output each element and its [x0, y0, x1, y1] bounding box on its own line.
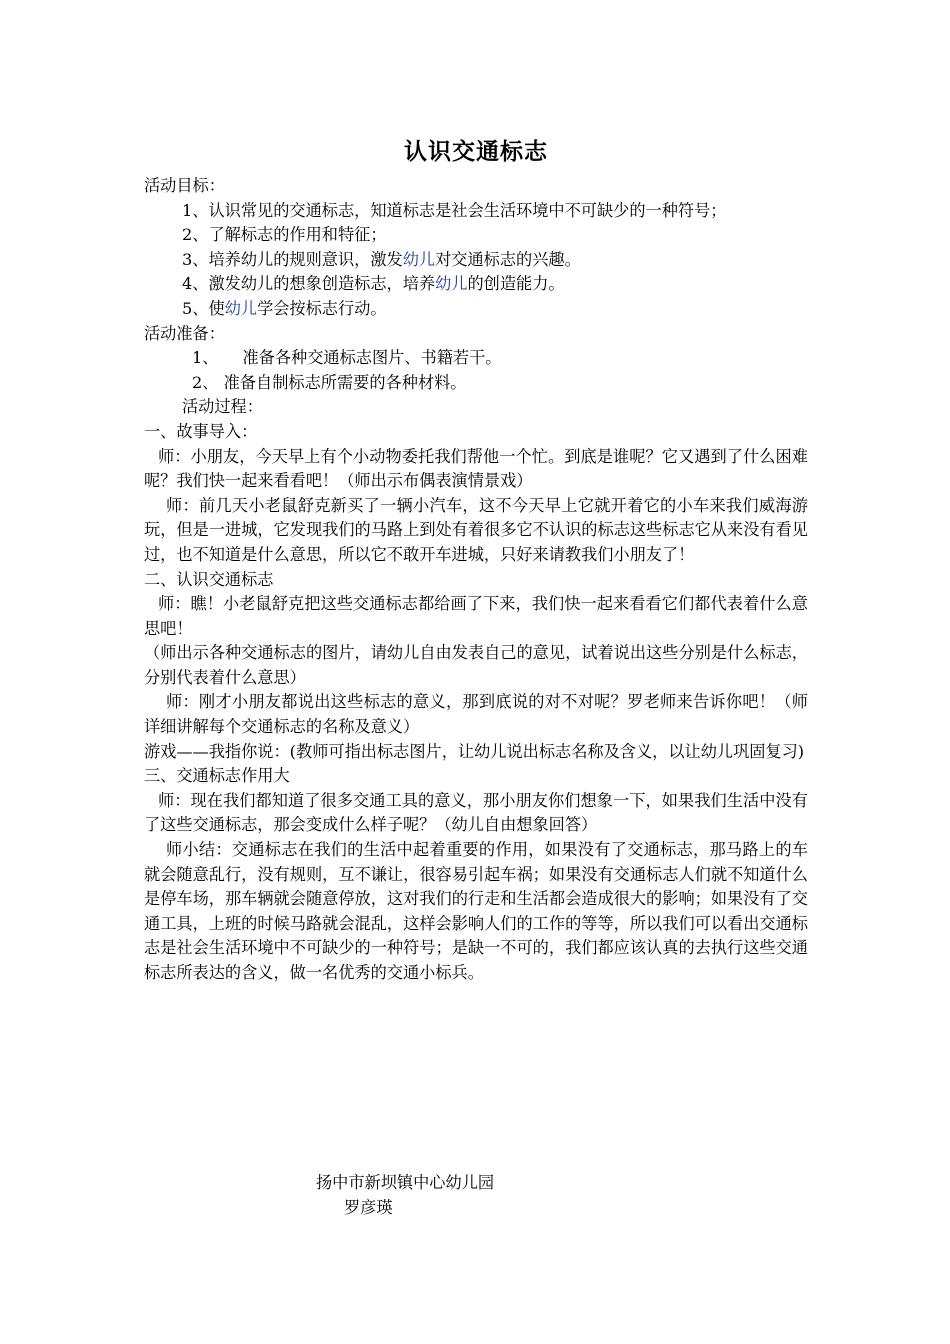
goal-item-5-link[interactable]: 幼儿 [224, 298, 258, 318]
goals-heading: 活动目标： [144, 176, 225, 195]
prep-item-1-text: 准备各种交通标志图片、书籍若干。 [242, 348, 502, 368]
section-1-paragraph-2: 师：前几天小老鼠舒克新买了一辆小汽车，这不今天早上它就开着它的小车来我们威海游玩，但是一进城，它发现我们的马路上到处有着很多它不认识的标志这些标志它从来没有看见过，也不知道是什么意思，所以它不敢开车进城，只好来请教我们小朋友了！ [144, 495, 808, 564]
prep-item-1-number: 1、 [192, 348, 219, 368]
document-title: 认识交通标志 [404, 139, 548, 165]
prep-item-1 [144, 346, 808, 371]
page-content [144, 0, 808, 1344]
section-2-paragraph-2: （师出示各种交通标志的图片，请幼儿自由发表自己的意见，试着说出这些分别是什么标志，分别代表着什么意思） [144, 643, 808, 687]
signature-block [316, 1170, 494, 1220]
goal-item-3-text-end: 对交通标志的兴趣。 [435, 249, 581, 269]
process-heading: 活动过程： [182, 397, 263, 417]
prep-item-2: 2、 准备自制标志所需要的各种材料。 [192, 372, 467, 392]
section-2-paragraph-4: 游戏——我指你说：(教师可指出标志图片，让幼儿说出标志名称及含义，以让幼儿巩固复习) [144, 741, 805, 761]
author-name: 罗彦瑛 [344, 1198, 393, 1217]
section-3-paragraph-2: 师小结：交通标志在我们的生活中起着重要的作用，如果没有了交通标志，那马路上的车就会随意乱行，没有规则，互不谦让，很容易引起车祸；如果没有交通标志人们就不知道什么是停车场，那车辆就会随意停放，这对我们的行走和生活都会造成很大的影响；如果没有了交通工具，上班的时候马路就会混乱，这样会影响人们的工作的等等，所以我们可以看出交通标志是社会生活环境中不可缺少的一种符号；是缺一不可的，我们都应该认真的去执行这些交通标志所表达的含义，做一名优秀的交通小标兵。 [144, 840, 808, 982]
goal-item-5-text: 5、使 [182, 298, 225, 318]
goal-item-5-text-end: 学会按标志行动。 [257, 298, 387, 318]
goal-item-3 [144, 248, 808, 273]
goal-item-2: 2、了解标志的作用和特征； [182, 225, 387, 245]
goal-item-3-link[interactable]: 幼儿 [402, 249, 436, 269]
goal-item-1: 1、认识常见的交通标志，知道标志是社会生活环境中不可缺少的一种符号； [182, 200, 727, 220]
section-1-heading: 一、故事导入： [144, 421, 258, 441]
goal-item-4-text: 4、激发幼儿的想象创造标志，培养 [182, 274, 436, 294]
goal-item-4 [144, 272, 808, 297]
section-2-heading: 二、认识交通标志 [144, 569, 274, 589]
document-body [144, 174, 808, 986]
prep-heading: 活动准备： [144, 323, 225, 343]
section-3-heading: 三、交通标志作用大 [144, 766, 290, 786]
section-2-paragraph-1: 师：瞧！小老鼠舒克把这些交通标志都给画了下来，我们快一起来看看它们都代表着什么意思吧！ [144, 594, 808, 638]
goal-item-3-text: 3、培养幼儿的规则意识，激发 [182, 249, 403, 269]
section-3-paragraph-1: 师：现在我们都知道了很多交通工具的意义，那小朋友你们想象一下，如果我们生活中没有了这些交通标志，那会变成什么样子呢？（幼儿自由想象回答） [144, 790, 808, 835]
school-name: 扬中市新坝镇中心幼儿园 [316, 1173, 495, 1192]
goal-item-4-text-end: 的创造能力。 [467, 274, 565, 294]
section-2-paragraph-3: 师：刚才小朋友都说出这些标志的意义，那到底说的对不对呢？罗老师来告诉你吧！（师详细讲解每个交通标志的名称及意义） [144, 692, 808, 737]
section-1-paragraph-1: 师：小朋友，今天早上有个小动物委托我们帮他一个忙。到底是谁呢？它又遇到了什么困难呢？我们快一起来看看吧！（师出示布偶表演情景戏） [144, 446, 808, 491]
goal-item-5 [144, 297, 808, 322]
goal-item-4-link[interactable]: 幼儿 [435, 274, 468, 294]
